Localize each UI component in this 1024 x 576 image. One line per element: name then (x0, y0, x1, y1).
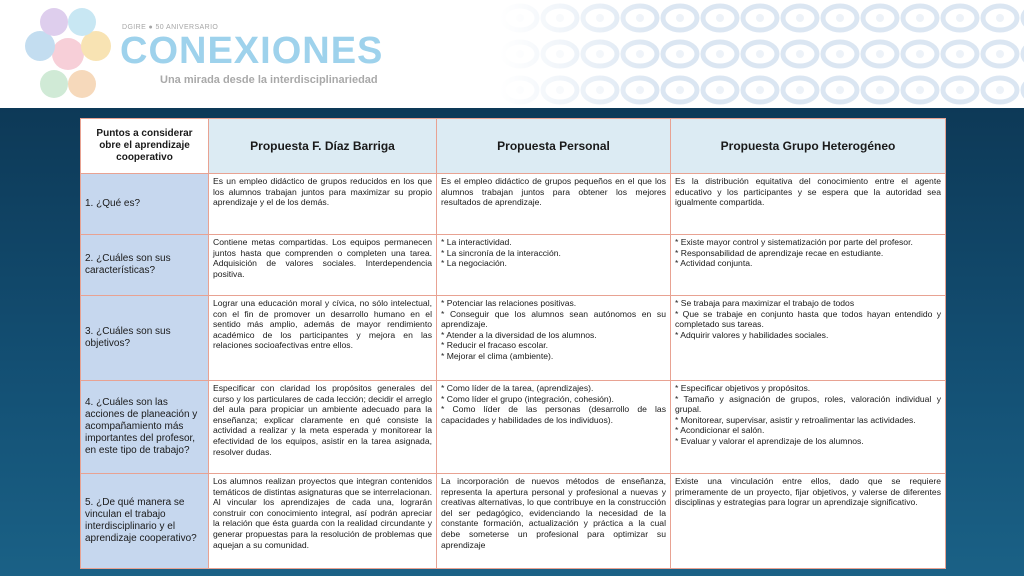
answer-line: * Se trabaja para maximizar el trabajo de todos (675, 298, 855, 308)
logo-subtitle: Una mirada desde la interdisciplinariedad (160, 74, 378, 86)
answer-cell-grupo (671, 235, 946, 296)
answer-cell-grupo (671, 381, 946, 474)
question-cell: 4. ¿Cuáles son las acciones de planeación y acompañamiento más importantes del profesor, en este tipo de trabajo? (81, 381, 209, 474)
answer-cell-grupo (671, 474, 946, 569)
table-row (81, 381, 946, 474)
answer-line: * Adquirir valores y habilidades sociales. (675, 329, 829, 340)
answer-line: Es la distribución equitativa del conocimiento entre el agente educativo y los participantes y se espera que la autoridad sea igualmente compartida. (675, 176, 941, 208)
logo-title: CONEXIONES (120, 30, 384, 72)
answer-cell-grupo (671, 296, 946, 381)
answer-cell-diaz (209, 381, 437, 474)
answer-line: * Especificar objetivos y propósitos. (675, 383, 811, 393)
decorative-pattern (500, 0, 1024, 108)
answer-line: * Evaluar y valorar el aprendizaje de los alumnos. (675, 435, 864, 446)
question-cell: 5. ¿De qué manera se vinculan el trabajo interdisciplinario y el aprendizaje cooperativo? (81, 474, 209, 569)
answer-line: Es el empleo didáctico de grupos pequeños en el que los alumnos trabajan juntos para obtener los mejores resultados de aprendizaje. (441, 176, 666, 208)
answer-cell-grupo (671, 174, 946, 235)
question-cell: 3. ¿Cuáles son sus objetivos? (81, 296, 209, 381)
answer-line: * Monitorear, supervisar, asistir y retroalimentar las actividades. (675, 414, 916, 425)
answer-line: Especificar con claridad los propósitos generales del curso y los particulares de cada lección; decidir el arreglo del aula para propiciar un ambiente adecuado para la enseñanza; explicar claramente en qué consiste la actividad a realizar y la meta esperada y monitorear la efectividad de los equipos, asistir en la tarea asignada, resolver dudas. (213, 383, 432, 457)
header-cell: Propuesta Grupo Heterogéneo (671, 119, 946, 174)
answer-line: * Como líder de la tarea, (aprendizajes). (441, 383, 594, 393)
answer-cell-personal (437, 235, 671, 296)
answer-line: * Tamaño y asignación de grupos, roles, valoración individual y grupal. (675, 393, 941, 415)
answer-cell-diaz (209, 174, 437, 235)
answer-line: * Conseguir que los alumnos sean autónomos en su aprendizaje. (441, 308, 666, 330)
answer-line: * Mejorar el clima (ambiente). (441, 350, 554, 361)
answer-line: * La sincronía de la interacción. (441, 247, 561, 258)
answer-line: * Atender a la diversidad de los alumnos. (441, 329, 597, 340)
answer-line: * Acondicionar el salón. (675, 425, 765, 436)
table-row (81, 235, 946, 296)
answer-cell-diaz (209, 235, 437, 296)
page-header (0, 0, 1024, 108)
comparison-table (80, 118, 946, 569)
header-cell: Propuesta F. Díaz Barriga (209, 119, 437, 174)
answer-line: * Actividad conjunta. (675, 258, 753, 269)
header-cell: Puntos a considerar obre el aprendizaje cooperativo (81, 119, 209, 174)
answer-line: * Existe mayor control y sistematización por parte del profesor. (675, 237, 913, 247)
header-cell: Propuesta Personal (437, 119, 671, 174)
answer-line: Los alumnos realizan proyectos que integran contenidos temáticos de distintas asignaturas que se interrelacionan. Al vincular los aprendizajes de cada una, lograrán construir con conocimiento integral, así podrán apreciar la relación que ésta guarda con la realidad circundante y generar propuestas para la resolución de problemas que aquejan a su comunidad. (213, 476, 432, 550)
question-cell: 2. ¿Cuáles son sus características? (81, 235, 209, 296)
answer-line: * La negociación. (441, 258, 507, 269)
answer-line: La incorporación de nuevos métodos de enseñanza, representa la apertura personal y profesional a nuevas y creativas alternativas, lo que contribuye en la construcción del ser pedagógico, evidenciando la necesidad de la constante formación, actualización y práctica a la cual debe someterse un profesional para optimizar su aprendizaje (441, 476, 666, 550)
answer-line: Contiene metas compartidas. Los equipos permanecen juntos hasta que comprenden o completen una tarea. Adquisición de valores sociales. Interdependencia positiva. (213, 237, 432, 279)
answer-line: Es un empleo didáctico de grupos reducidos en los que los alumnos trabajan juntos para maximizar su propio aprendizaje y el de los demás. (213, 176, 432, 208)
answer-line: Existe una vinculación entre ellos, dado que se requiere primeramente de un proyecto, fijar objetivos, y valerse de diferentes disciplinas y estrategias para lograr un aprendizaje significativo. (675, 476, 941, 508)
answer-cell-diaz (209, 474, 437, 569)
table-header-row (81, 119, 946, 174)
answer-cell-personal (437, 174, 671, 235)
answer-cell-personal (437, 296, 671, 381)
answer-cell-personal (437, 474, 671, 569)
answer-line: * Como líder de las personas (desarrollo de las capacidades y habilidades de los individuos). (441, 404, 666, 425)
answer-line: * Potenciar las relaciones positivas. (441, 298, 577, 308)
answer-line: * Que se trabaje en conjunto hasta que todos hayan entendido y completado sus tareas. (675, 308, 941, 330)
table-row (81, 174, 946, 235)
answer-cell-diaz (209, 296, 437, 381)
table-row (81, 474, 946, 569)
conexiones-logo-icon (18, 6, 118, 102)
answer-line: * Reducir el fracaso escolar. (441, 340, 548, 351)
answer-line: * La interactividad. (441, 237, 512, 247)
answer-line: Lograr una educación moral y cívica, no sólo intelectual, con el fin de promover un desarrollo humano en el sentido más amplio, además de mayor rendimiento académico de los participantes y mejora en las relaciones socioafectivas entre ellos. (213, 298, 432, 351)
logo-tagline: DGIRE ● 50 ANIVERSARIO (122, 24, 219, 31)
answer-cell-personal (437, 381, 671, 474)
answer-line: * Como líder el grupo (integración, cohesión). (441, 393, 614, 404)
table-row (81, 296, 946, 381)
answer-line: * Responsabilidad de aprendizaje recae en estudiante. (675, 247, 884, 258)
question-cell: 1. ¿Qué es? (81, 174, 209, 235)
